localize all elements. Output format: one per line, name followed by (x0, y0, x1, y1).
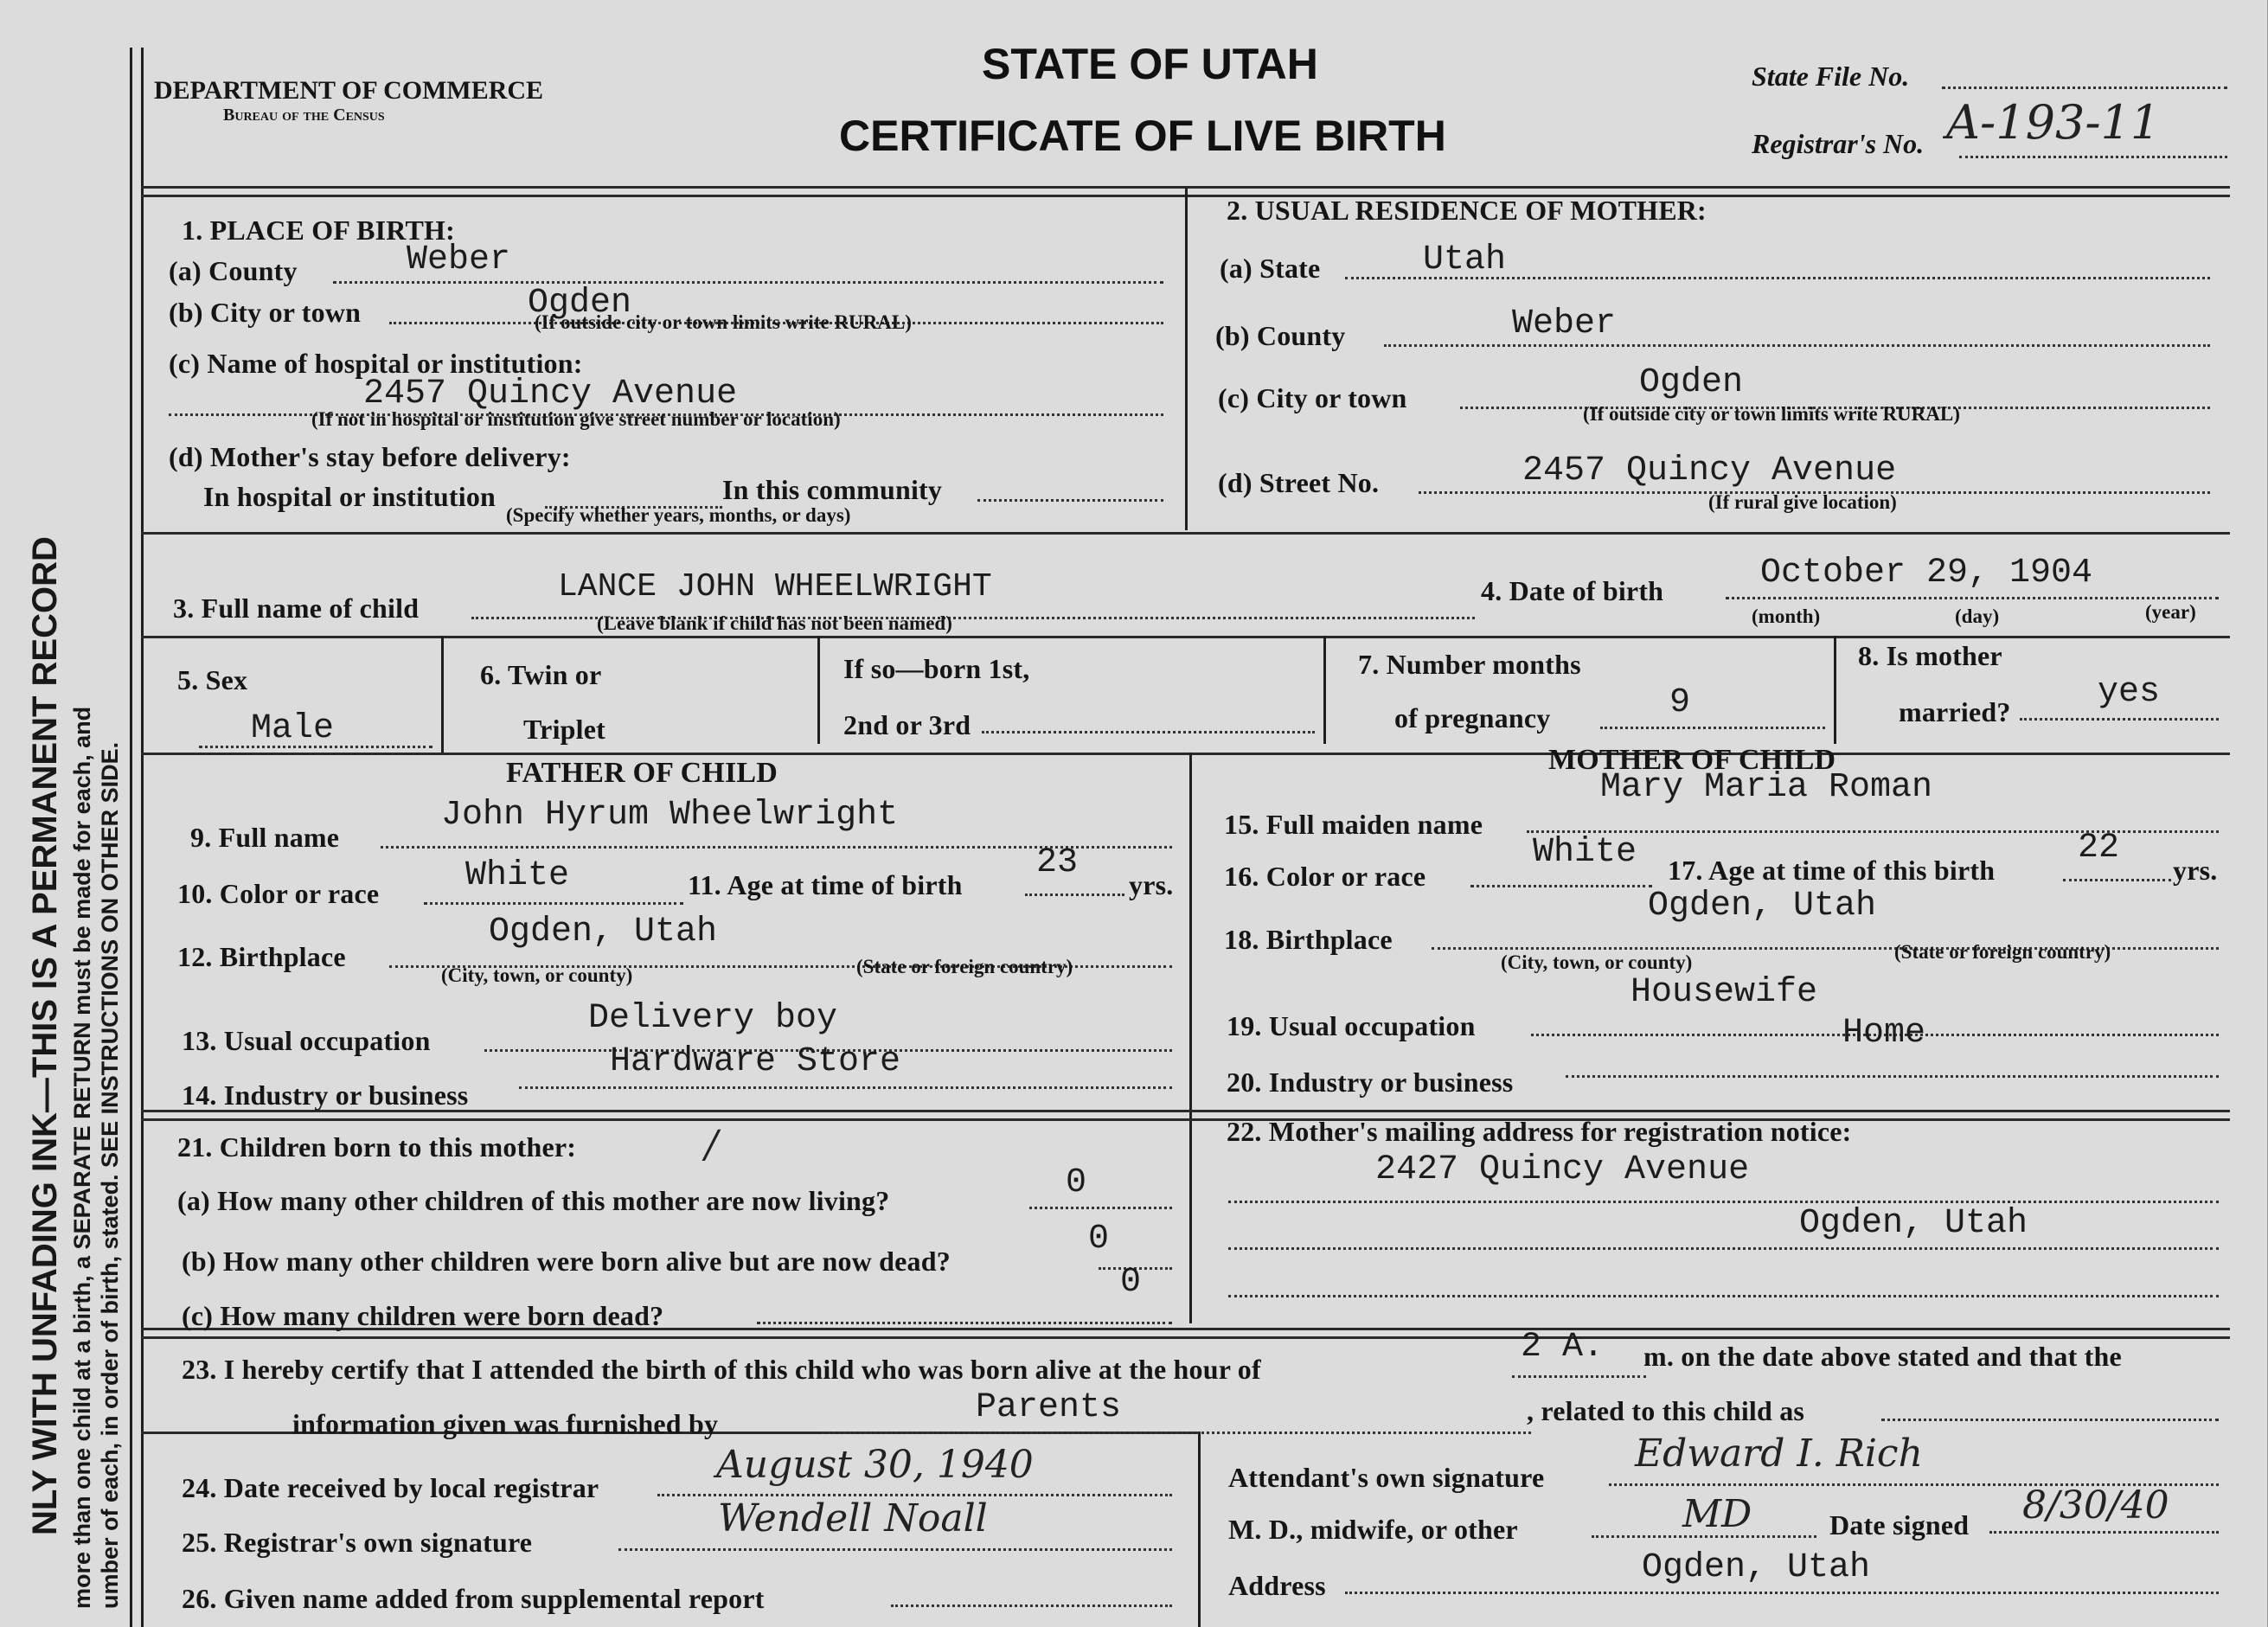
residence-heading: 2. USUAL RESIDENCE OF MOTHER: (1227, 195, 1707, 226)
date-signed-label: Date signed (1829, 1509, 1970, 1541)
md-value: MD (1682, 1492, 1752, 1536)
birth-county-line (333, 281, 1163, 284)
attendant-address-value: Ogden, Utah (1642, 1548, 1871, 1587)
separate-return-notice: more than one child at a birth, a SEPARATE RETURN must be made for each, and (69, 706, 95, 1609)
father-industry-label: 14. Industry or business (182, 1079, 469, 1111)
furnished-by-line (822, 1432, 1531, 1434)
left-border-inner (141, 48, 144, 1627)
father-heading: FATHER OF CHILD (506, 757, 778, 789)
divider-6-born (817, 636, 820, 744)
pregnancy-label-2: of pregnancy (1394, 702, 1551, 733)
residence-state-label: (a) State (1220, 253, 1321, 284)
mother-age-label: 17. Age at time of this birth (1668, 855, 1996, 886)
residence-county-label: (b) County (1215, 320, 1346, 351)
residence-street-note: (If rural give location) (1708, 491, 1897, 513)
place-of-birth-heading: 1. PLACE OF BIRTH: (182, 215, 455, 246)
children-heading: 21. Children born to this mother: (177, 1131, 577, 1163)
residence-city-value: Ogden (1639, 363, 1744, 402)
attendant-signature-label: Attendant's own signature (1228, 1462, 1545, 1493)
child-name-label: 3. Full name of child (173, 593, 420, 624)
born-order-line (982, 731, 1315, 733)
birth-county-value: Weber (407, 240, 511, 279)
married-value: yes (2098, 673, 2161, 712)
given-name-label: 26. Given name added from supplemental report (182, 1583, 765, 1614)
child-name-value: LANCE JOHN WHEELWRIGHT (558, 568, 992, 605)
sex-value: Male (251, 709, 335, 748)
attendant-address-label: Address (1228, 1570, 1326, 1601)
given-name-line (891, 1605, 1172, 1607)
mother-occupation-value: Housewife (1631, 973, 1818, 1012)
attendant-address-line (1345, 1592, 2219, 1594)
received-label: 24. Date received by local registrar (182, 1472, 599, 1503)
related-line (1881, 1419, 2219, 1421)
stillborn-line (757, 1322, 1172, 1324)
pregnancy-line (1600, 727, 1825, 729)
married-line (2020, 718, 2219, 721)
children-living-line (1029, 1207, 1172, 1209)
related-label: , related to this child as (1527, 1395, 1805, 1426)
mother-heading: MOTHER OF CHILD (1548, 744, 1836, 776)
birth-city-label: (b) City or town (169, 297, 362, 328)
stay-note: (Specify whether years, months, or days) (506, 504, 851, 526)
department-label: DEPARTMENT OF COMMERCE (154, 76, 544, 105)
mailing-rule-1 (1228, 1201, 2219, 1203)
pregnancy-months-label: 7. Number months (1358, 649, 1581, 680)
children-dead-value: 0 (1088, 1220, 1110, 1259)
father-race-value: White (465, 856, 570, 895)
dob-month-note: (month) (1752, 605, 1821, 627)
mother-birthplace-label: 18. Birthplace (1224, 924, 1393, 955)
stillborn-value: 0 (1120, 1263, 1142, 1302)
registrar-divider (1198, 1432, 1201, 1627)
mother-industry-line (1566, 1075, 2219, 1078)
received-value: August 30, 1940 (716, 1443, 1034, 1487)
registrar-number: A-193-11 (1946, 95, 2161, 150)
hospital-label: (c) Name of hospital or institution: (169, 348, 583, 379)
dob-day-note: (day) (1955, 605, 2000, 627)
state-file-label: State File No. (1752, 61, 1910, 92)
mother-industry-value: Home (1842, 1014, 1926, 1053)
left-border (130, 48, 132, 1627)
father-state-note: (State or foreign country) (856, 956, 1073, 977)
divider-7-8 (1834, 636, 1836, 744)
mother-age-value: 22 (2078, 829, 2120, 868)
md-label: M. D., midwife, or other (1228, 1514, 1518, 1545)
stillborn-label: (c) How many children were born dead? (182, 1300, 664, 1331)
father-industry-line (519, 1086, 1172, 1089)
father-race-line (424, 902, 683, 905)
father-industry-value: Hardware Store (610, 1042, 901, 1081)
mother-age-line (2063, 879, 2171, 881)
furnished-by-value: Parents (976, 1388, 1122, 1427)
parents-divider (1189, 753, 1192, 1323)
mailing-line-1: 2427 Quincy Avenue (1375, 1150, 1750, 1189)
father-name-label: 9. Full name (190, 822, 340, 853)
registrar-no-label: Registrar's No. (1752, 128, 1925, 159)
mother-race-line (1470, 885, 1652, 887)
certify-text-2: m. on the date above stated and that the (1643, 1341, 2122, 1372)
residence-county-line (1384, 344, 2210, 347)
mailing-line-2: Ogden, Utah (1799, 1204, 2028, 1243)
father-age-line (1025, 894, 1124, 896)
dob-value: October 29, 1904 (1760, 554, 2093, 593)
born-order-label-2: 2nd or 3rd (843, 709, 971, 740)
divider-5-6 (441, 636, 444, 753)
attendant-signature: Edward I. Rich (1635, 1432, 1923, 1476)
mother-industry-label: 20. Industry or business (1227, 1067, 1514, 1098)
father-birthplace-label: 12. Birthplace (177, 941, 346, 972)
children-born-mark: / (705, 1123, 718, 1167)
mailing-rule-3 (1228, 1295, 2219, 1297)
residence-street-value: 2457 Quincy Avenue (1522, 452, 1897, 490)
children-living-label: (a) How many other children of this mother are now living? (177, 1185, 890, 1216)
furnished-by-label: information given was furnished by (292, 1408, 719, 1439)
divider-born-7 (1323, 636, 1326, 744)
certify-text: 23. I hereby certify that I attended the birth of this child who was born alive at the hour of (182, 1354, 1261, 1385)
dob-label: 4. Date of birth (1481, 575, 1664, 606)
residence-county-value: Weber (1512, 304, 1617, 343)
mother-birthplace-value: Ogden, Utah (1648, 887, 1877, 926)
state-title: STATE OF UTAH (982, 40, 1318, 88)
date-signed-line (1989, 1531, 2219, 1534)
mother-name-label: 15. Full maiden name (1224, 809, 1483, 840)
father-name-value: John Hyrum Wheelwright (441, 796, 899, 835)
birth-city-note: (If outside city or town limits write RURAL) (535, 311, 912, 333)
father-city-note: (City, town, or county) (441, 964, 633, 986)
permanent-record-notice: NLY WITH UNFADING INK—THIS IS A PERMANENT RECORD (26, 536, 64, 1535)
birth-hour-value: 2 A. (1521, 1328, 1605, 1367)
mother-race-label: 16. Color or race (1224, 861, 1426, 892)
mother-stay-label: (d) Mother's stay before delivery: (169, 441, 571, 472)
birth-county-label: (a) County (169, 255, 298, 286)
hospital-value: 2457 Quincy Avenue (363, 375, 738, 413)
registrar-signature-line (618, 1548, 1172, 1551)
mother-married-label: 8. Is mother (1858, 640, 2002, 671)
triplet-label: Triplet (523, 714, 606, 745)
birth-city-value: Ogden (528, 284, 632, 323)
children-living-value: 0 (1066, 1163, 1087, 1202)
mailing-rule-2 (1228, 1247, 2219, 1250)
mother-married-label-2: married? (1899, 696, 2011, 727)
child-name-note: (Leave blank if child has not been named) (597, 612, 952, 634)
father-occupation-value: Delivery boy (588, 999, 838, 1038)
date-signed-value: 8/30/40 (2022, 1483, 2169, 1528)
residence-street-label: (d) Street No. (1218, 467, 1380, 498)
section-rule-3 (141, 753, 2230, 755)
mother-yrs-label: yrs. (2173, 855, 2218, 886)
residence-city-label: (c) City or town (1218, 382, 1407, 413)
section-rule-2 (141, 636, 2230, 638)
certificate-title: CERTIFICATE OF LIVE BIRTH (839, 112, 1446, 160)
sex-label: 5. Sex (177, 664, 248, 695)
stay-hospital-label: In hospital or institution (203, 481, 497, 512)
mother-occupation-label: 19. Usual occupation (1227, 1010, 1476, 1041)
dob-line (1726, 597, 2219, 599)
father-age-label: 11. Age at time of birth (688, 869, 963, 900)
pregnancy-months-value: 9 (1669, 683, 1691, 722)
twin-label: 6. Twin or (480, 659, 602, 690)
instructions-notice: umber of each, in order of birth, stated. SEE INSTRUCTIONS ON OTHER SIDE. (97, 741, 123, 1609)
divider-1-2 (1185, 189, 1188, 530)
state-file-line (1942, 86, 2227, 89)
mother-state-note: (State or foreign country) (1894, 941, 2111, 963)
birth-hour-line (1512, 1375, 1646, 1378)
residence-city-note: (If outside city or town limits write RURAL) (1583, 403, 1960, 425)
mother-race-value: White (1533, 833, 1637, 872)
born-order-label: If so—born 1st, (843, 653, 1030, 684)
mother-city-note: (City, town, or county) (1501, 951, 1693, 973)
hospital-note: (If not in hospital or institution give street number or location) (311, 408, 841, 430)
section-rule-1 (141, 532, 2230, 535)
stay-community-label: In this community (722, 474, 943, 505)
section-rule-4b (141, 1118, 2230, 1121)
dob-year-note: (year) (2145, 601, 2196, 623)
stay-community-line (977, 499, 1163, 502)
registrar-no-line (1959, 156, 2227, 158)
section-rule-5b (141, 1336, 2230, 1339)
registrar-signature-label: 25. Registrar's own signature (182, 1527, 533, 1558)
registrar-signature: Wendell Noall (718, 1496, 988, 1541)
father-yrs-label: yrs. (1129, 869, 1174, 900)
father-age-value: 23 (1036, 843, 1079, 882)
father-occupation-label: 13. Usual occupation (182, 1025, 431, 1056)
residence-state-value: Utah (1423, 240, 1507, 279)
father-birthplace-value: Ogden, Utah (489, 913, 718, 951)
mother-name-value: Mary Maria Roman (1600, 768, 1933, 807)
father-race-label: 10. Color or race (177, 878, 380, 909)
mailing-heading: 22. Mother's mailing address for registration notice: (1227, 1116, 1852, 1147)
children-dead-label: (b) How many other children were born alive but are now dead? (182, 1246, 951, 1277)
bureau-label: Bureau of the Census (223, 106, 385, 125)
